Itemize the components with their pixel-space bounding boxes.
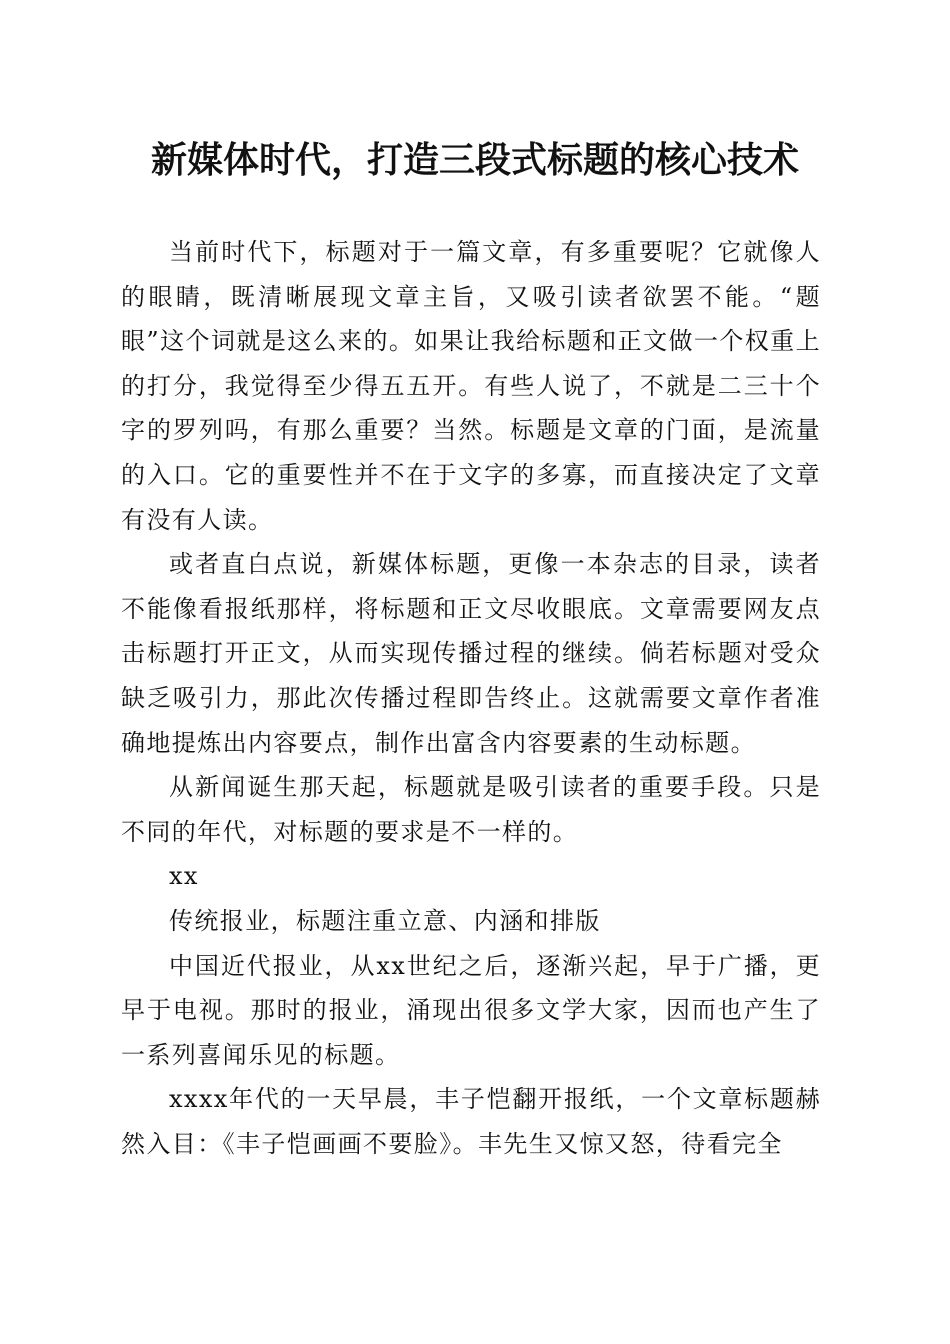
section-number: xx — [169, 862, 199, 891]
paragraph-5: xxxx年代的一天早晨，丰子恺翻开报纸，一个文章标题赫然入目：《丰子恺画画不要脸》。丰先生又惊又怒，待看完全 — [121, 1085, 821, 1158]
paragraph-4: 中国近代报业，从xx世纪之后，逐渐兴起，早于广播，更早于电视。那时的报业，涌现出很多文学大家，因而也产生了一系列喜闻乐见的标题。 — [121, 951, 821, 1069]
section-heading: 传统报业，标题注重立意、内涵和排版 — [169, 906, 601, 935]
paragraph-1: 当前时代下，标题对于一篇文章，有多重要呢？它就像人的眼睛，既清晰展现文章主旨，又吸引读者欲罢不能。“题眼”这个词就是这么来的。如果让我给标题和正文做一个权重上的打分，我觉得至少得五五开。有些人说了，不就是二三十个字的罗列吗，有那么重要？当然。标题是文章的门面，是流量的入口。它的重要性并不在于文字的多寡，而直接决定了文章有没有人读。 — [121, 238, 821, 534]
paragraph-3: 从新闻诞生那天起，标题就是吸引读者的重要手段。只是不同的年代，对标题的要求是不一样的。 — [121, 773, 821, 846]
document-body — [121, 230, 821, 1166]
document-title: 新媒体时代，打造三段式标题的核心技术 — [150, 139, 799, 181]
paragraph-2: 或者直白点说，新媒体标题，更像一本杂志的目录，读者不能像看报纸那样，将标题和正文尽收眼底。文章需要网友点击标题打开正文，从而实现传播过程的继续。倘若标题对受众缺乏吸引力，那此次传播过程即告终止。这就需要文章作者准确地提炼出内容要点，制作出富含内容要素的生动标题。 — [121, 550, 821, 757]
